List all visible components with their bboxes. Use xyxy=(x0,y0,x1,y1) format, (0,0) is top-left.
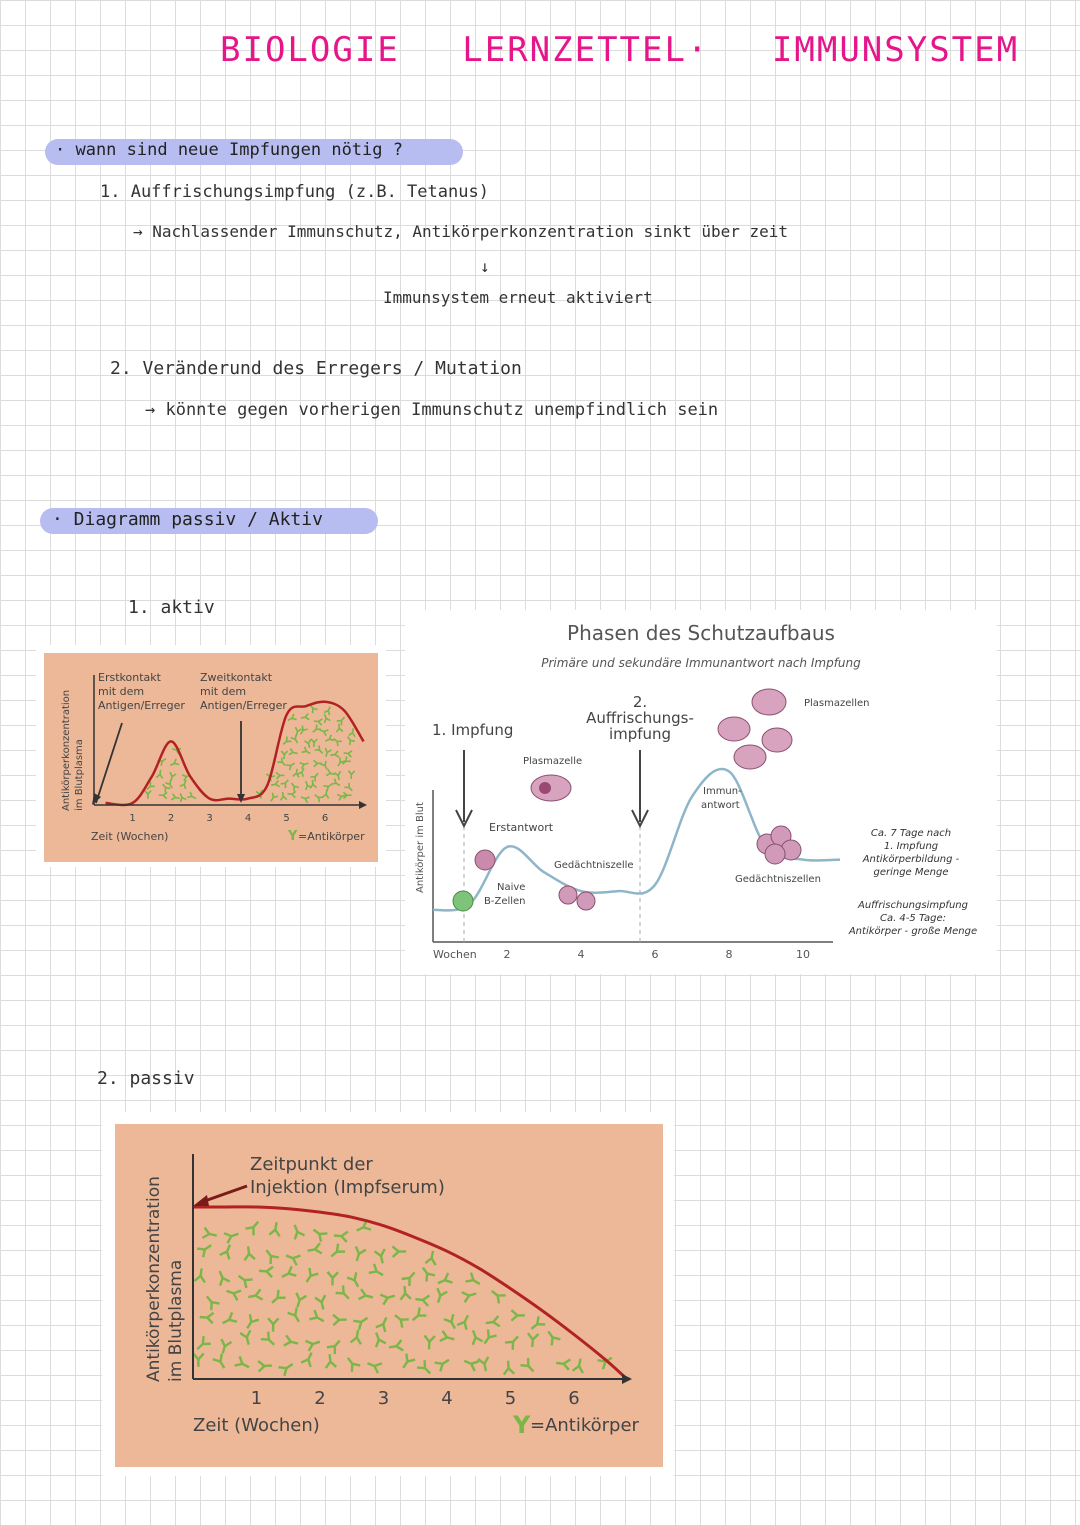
plasma-cell-icon-3 xyxy=(718,717,750,741)
active-antibody-2 xyxy=(159,792,168,799)
ylabel-active-1: Antikörperkonzentration xyxy=(61,689,72,811)
passive-antibody-36 xyxy=(305,1337,321,1351)
item-booster: 1. Auffrischungsimpfung (z.B. Tetanus) xyxy=(100,182,489,202)
active-antibody-9 xyxy=(169,759,179,768)
passive-antibody-58 xyxy=(376,1315,391,1332)
section-heading-vaccinations: · wann sind neue Impfungen nötig ? xyxy=(55,140,403,160)
legend-symbol-passive: Y xyxy=(513,1411,531,1439)
antibody-pattern-passive xyxy=(193,1218,614,1377)
passive-antibody-60 xyxy=(369,1264,386,1280)
title-word-immunsystem: IMMUNSYSTEM xyxy=(771,30,1020,70)
active-antibody-72 xyxy=(345,735,355,745)
active-antibody-26 xyxy=(289,781,299,791)
passive-antibody-67 xyxy=(393,1246,407,1257)
legend-active: =Antikörper xyxy=(298,830,365,843)
active-antibody-22 xyxy=(277,758,287,768)
x-ticks-phases xyxy=(504,948,811,961)
passive-antibody-75 xyxy=(440,1331,456,1345)
active-antibody-20 xyxy=(281,778,291,788)
passive-antibody-2 xyxy=(199,1312,213,1323)
subheading-passive: 2. passiv xyxy=(97,1068,195,1089)
legend-passive: =Antikörper xyxy=(530,1415,639,1436)
memory-cell-icon-6 xyxy=(765,844,785,864)
active-antibody-63 xyxy=(330,751,339,758)
passive-antibody-20 xyxy=(246,1218,263,1235)
active-antibody-30 xyxy=(291,735,301,745)
passive-antibody-17 xyxy=(247,1289,262,1302)
active-antibody-69 xyxy=(348,771,355,779)
passive-antibody-7 xyxy=(213,1354,229,1371)
passive-antibody-18 xyxy=(235,1272,252,1288)
active-antibody-16 xyxy=(268,793,278,803)
item-booster-note: → Nachlassender Immunschutz, Antikörperkonzentration sinkt über zeit xyxy=(133,222,789,241)
passive-antibody-33 xyxy=(284,1251,300,1266)
passive-antibody-11 xyxy=(215,1269,230,1286)
active-antibody-36 xyxy=(300,760,310,768)
active-tick-6: 6 xyxy=(321,813,329,824)
antibody-pattern-active xyxy=(145,703,357,803)
ylabel-passive-2: im Blutplasma xyxy=(166,1259,186,1382)
passive-tick-1: 1 xyxy=(250,1388,263,1409)
active-antibody-60 xyxy=(331,779,341,789)
active-antibody-31 xyxy=(293,727,301,737)
active-antibody-68 xyxy=(344,783,354,793)
passive-antibody-41 xyxy=(310,1225,327,1242)
active-tick-1: 1 xyxy=(129,813,136,824)
passive-antibody-57 xyxy=(371,1331,386,1347)
item-booster-result: Immunsystem erneut aktiviert xyxy=(383,288,653,307)
passive-antibody-39 xyxy=(302,1268,318,1285)
phases-tick-10: 10 xyxy=(796,948,810,961)
passive-antibody-31 xyxy=(292,1293,306,1309)
passive-antibody-32 xyxy=(280,1266,297,1281)
x-ticks-passive xyxy=(251,1388,580,1409)
chart-phases-svg xyxy=(405,610,997,974)
label-impfung2-num: 2. xyxy=(632,693,648,711)
note-second-1: Auffrischungsimpfung xyxy=(858,900,968,911)
phases-tick-6: 6 xyxy=(651,948,659,961)
active-antibody-45 xyxy=(315,745,325,755)
passive-antibody-74 xyxy=(435,1355,452,1371)
title-word-lernzettel: LERNZETTEL· xyxy=(462,30,710,70)
passive-antibody-49 xyxy=(344,1355,361,1372)
plasma-cell-nucleus-icon xyxy=(539,782,551,794)
note-second-2: Ca. 4-5 Tage: xyxy=(879,913,947,924)
xlabel-active: Zeit (Wochen) xyxy=(91,830,169,843)
passive-antibody-10 xyxy=(225,1286,241,1300)
passive-antibody-14 xyxy=(235,1356,252,1372)
passive-antibody-38 xyxy=(315,1295,328,1311)
label-gedaechtniszellen: Gedächtniszellen xyxy=(735,874,821,885)
arrow-injection-head xyxy=(193,1195,209,1206)
label-b-zellen: B-Zellen xyxy=(484,896,526,907)
curve-active xyxy=(106,702,364,805)
passive-antibody-0 xyxy=(193,1353,204,1367)
passive-antibody-70 xyxy=(409,1308,426,1325)
passive-antibody-25 xyxy=(259,1266,273,1278)
passive-antibody-72 xyxy=(419,1264,435,1281)
passive-antibody-64 xyxy=(392,1311,409,1328)
passive-antibody-4 xyxy=(195,1268,207,1283)
passive-antibody-79 xyxy=(462,1356,479,1371)
passive-antibody-47 xyxy=(328,1244,345,1261)
passive-antibody-68 xyxy=(417,1360,434,1377)
x-axis-arrowhead-passive xyxy=(622,1374,632,1384)
passive-antibody-13 xyxy=(224,1229,240,1243)
item-mutation-note: → könnte gegen vorherigen Immunschutz unempfindlich sein xyxy=(145,400,719,420)
passive-tick-6: 6 xyxy=(568,1388,580,1409)
active-antibody-11 xyxy=(177,792,186,802)
label-gedaechtniszelle: Gedächtniszelle xyxy=(554,860,634,871)
passive-antibody-22 xyxy=(261,1332,278,1349)
passive-antibody-12 xyxy=(220,1243,235,1260)
phases-tick-8: 8 xyxy=(725,948,733,961)
label-plasmazelle: Plasmazelle xyxy=(523,756,583,767)
x-axis-arrowhead-active xyxy=(359,801,367,809)
active-tick-2: 2 xyxy=(167,813,175,824)
active-antibody-17 xyxy=(270,781,279,789)
label-plasmazellen: Plasmazellen xyxy=(804,698,870,709)
chart-phases xyxy=(405,610,997,974)
passive-antibody-24 xyxy=(269,1290,286,1307)
active-antibody-28 xyxy=(286,760,296,770)
memory-cell-icon-1 xyxy=(559,886,577,904)
label-first-contact-3: Antigen/Erreger xyxy=(98,699,185,712)
passive-antibody-23 xyxy=(268,1318,279,1332)
active-antibody-48 xyxy=(314,718,323,725)
active-antibody-66 xyxy=(337,715,347,725)
passive-antibody-95 xyxy=(544,1328,560,1345)
passive-antibody-5 xyxy=(197,1241,214,1257)
passive-antibody-21 xyxy=(258,1360,272,1371)
passive-tick-3: 3 xyxy=(377,1388,390,1409)
active-antibody-54 xyxy=(323,748,331,758)
note-first-1: Ca. 7 Tage nach xyxy=(870,828,952,839)
active-antibody-29 xyxy=(289,749,298,757)
active-antibody-44 xyxy=(314,760,322,767)
label-impfung2-1: Auffrischungs- xyxy=(586,709,694,727)
passive-antibody-91 xyxy=(520,1358,537,1375)
active-antibody-50 xyxy=(322,789,330,798)
passive-antibody-26 xyxy=(262,1247,279,1264)
plasma-cell-icon-5 xyxy=(762,728,792,752)
passive-antibody-69 xyxy=(424,1336,435,1350)
chart-passive xyxy=(115,1124,663,1467)
ylabel-phases: Antikörper im Blut xyxy=(415,802,426,893)
passive-antibody-94 xyxy=(555,1358,570,1370)
active-antibody-51 xyxy=(324,781,334,791)
passive-antibody-54 xyxy=(352,1246,366,1262)
passive-antibody-53 xyxy=(347,1272,363,1289)
phases-title: Phasen des Schutzaufbaus xyxy=(567,621,835,645)
passive-tick-4: 4 xyxy=(441,1388,453,1409)
annotation-passive-2: Injektion (Impfserum) xyxy=(250,1177,445,1198)
passive-antibody-66 xyxy=(402,1269,419,1286)
label-erstantwort: Erstantwort xyxy=(489,821,554,834)
passive-antibody-43 xyxy=(327,1337,344,1354)
active-antibody-19 xyxy=(280,792,287,801)
plasma-cell-icon-4 xyxy=(734,745,766,769)
active-antibody-37 xyxy=(302,747,312,756)
subheading-active: 1. aktiv xyxy=(128,597,215,618)
label-impfung2-2: impfung xyxy=(608,725,672,743)
passive-antibody-29 xyxy=(284,1335,300,1348)
active-antibody-8 xyxy=(168,772,176,782)
passive-antibody-45 xyxy=(336,1285,353,1302)
active-antibody-61 xyxy=(334,771,342,780)
label-naive: Naive xyxy=(497,882,526,893)
active-antibody-64 xyxy=(332,736,342,746)
active-antibody-56 xyxy=(319,727,329,736)
active-tick-5: 5 xyxy=(283,813,290,824)
chart-active-svg xyxy=(44,653,378,862)
passive-antibody-27 xyxy=(269,1221,281,1236)
active-antibody-55 xyxy=(324,735,334,744)
passive-antibody-77 xyxy=(433,1288,447,1304)
passive-antibody-92 xyxy=(527,1333,538,1347)
passive-antibody-15 xyxy=(240,1330,254,1346)
passive-antibody-88 xyxy=(503,1360,514,1374)
passive-antibody-34 xyxy=(290,1223,305,1239)
passive-antibody-52 xyxy=(359,1289,375,1302)
passive-antibody-1 xyxy=(194,1336,211,1353)
passive-antibody-87 xyxy=(488,1287,505,1304)
passive-antibody-28 xyxy=(278,1360,295,1376)
passive-antibody-59 xyxy=(380,1291,396,1305)
active-antibody-40 xyxy=(300,713,309,721)
passive-antibody-78 xyxy=(436,1273,453,1288)
passive-antibody-82 xyxy=(462,1288,478,1302)
b-cell-icon xyxy=(475,850,495,870)
x-ticks-active xyxy=(129,813,328,824)
label-first-contact-2: mit dem xyxy=(98,685,145,698)
item-mutation: 2. Veränderund des Erregers / Mutation xyxy=(110,358,522,379)
active-antibody-46 xyxy=(311,739,318,747)
active-antibody-32 xyxy=(287,714,297,723)
section-heading-diagram: · Diagramm passiv / Aktiv xyxy=(52,509,323,530)
passive-antibody-63 xyxy=(388,1340,403,1352)
annotation-passive-1: Zeitpunkt der xyxy=(250,1154,373,1175)
passive-antibody-81 xyxy=(457,1313,472,1330)
active-antibody-41 xyxy=(313,792,323,802)
active-antibody-71 xyxy=(343,750,352,757)
passive-antibody-50 xyxy=(351,1329,364,1344)
chart-passive-svg xyxy=(115,1124,663,1467)
passive-antibody-40 xyxy=(307,1243,322,1256)
active-tick-3: 3 xyxy=(206,813,213,824)
memory-cell-icon-2 xyxy=(577,892,595,910)
ylabel-active-2: im Blutplasma xyxy=(74,739,85,811)
active-antibody-33 xyxy=(300,794,310,803)
passive-antibody-83 xyxy=(466,1273,483,1289)
naive-b-cell-icon xyxy=(453,891,473,911)
label-first-contact-1: Erstkontakt xyxy=(98,671,161,684)
active-antibody-34 xyxy=(303,780,312,790)
passive-antibody-90 xyxy=(511,1310,525,1321)
passive-antibody-85 xyxy=(480,1329,496,1346)
legend-symbol-active: Y xyxy=(288,829,298,844)
passive-antibody-37 xyxy=(309,1310,326,1326)
arrow-first-contact xyxy=(96,723,122,803)
active-tick-4: 4 xyxy=(244,813,252,824)
passive-antibody-84 xyxy=(478,1357,491,1372)
xlabel-passive: Zeit (Wochen) xyxy=(193,1415,320,1436)
active-antibody-14 xyxy=(187,792,197,801)
active-antibody-47 xyxy=(311,725,321,735)
active-antibody-21 xyxy=(276,772,284,779)
passive-antibody-42 xyxy=(324,1354,336,1369)
ylabel-passive-1: Antikörperkonzentration xyxy=(144,1176,164,1382)
note-second-3: Antikörper - große Menge xyxy=(848,926,978,937)
note-first-2: 1. Impfung xyxy=(883,841,939,852)
plasma-cell-icon-2 xyxy=(752,689,786,715)
title-word-biologie: BIOLOGIE xyxy=(220,30,400,70)
passive-antibody-35 xyxy=(301,1350,316,1367)
passive-antibody-93 xyxy=(528,1316,545,1333)
passive-antibody-30 xyxy=(288,1308,304,1325)
passive-antibody-96 xyxy=(573,1358,586,1373)
passive-antibody-51 xyxy=(353,1314,370,1330)
passive-antibody-76 xyxy=(444,1314,460,1331)
passive-antibody-89 xyxy=(505,1333,522,1350)
active-antibody-43 xyxy=(310,771,320,781)
active-antibody-38 xyxy=(305,739,313,748)
passive-antibody-6 xyxy=(202,1228,217,1241)
label-immunantwort-1: Immun- xyxy=(703,786,742,797)
passive-antibody-80 xyxy=(468,1329,482,1345)
active-antibody-0 xyxy=(145,791,151,799)
passive-antibody-61 xyxy=(375,1249,388,1265)
passive-antibody-48 xyxy=(333,1230,348,1242)
phases-tick-4: 4 xyxy=(577,948,585,961)
label-immunantwort-2: antwort xyxy=(701,800,740,811)
passive-antibody-44 xyxy=(333,1314,347,1325)
passive-tick-2: 2 xyxy=(314,1388,326,1409)
active-antibody-58 xyxy=(324,705,333,715)
label-impfung1: 1. Impfung xyxy=(432,721,514,739)
phases-subtitle: Primäre und sekundäre Immunantwort nach Impfung xyxy=(541,656,861,670)
active-antibody-25 xyxy=(287,791,296,798)
passive-antibody-3 xyxy=(203,1293,220,1310)
page-title xyxy=(220,30,1059,70)
passive-antibody-71 xyxy=(415,1294,430,1306)
active-antibody-4 xyxy=(156,770,163,779)
passive-antibody-9 xyxy=(220,1312,237,1327)
note-first-3: Antikörperbildung - xyxy=(862,854,960,865)
down-arrow: ↓ xyxy=(480,257,490,276)
passive-tick-5: 5 xyxy=(504,1388,517,1409)
passive-antibody-86 xyxy=(485,1316,500,1328)
passive-antibody-56 xyxy=(365,1358,381,1373)
active-antibody-6 xyxy=(171,794,180,802)
passive-antibody-65 xyxy=(399,1285,411,1299)
label-second-contact-3: Antigen/Erreger xyxy=(200,699,287,712)
active-antibody-24 xyxy=(281,737,291,747)
phases-tick-2: 2 xyxy=(503,948,511,961)
passive-antibody-62 xyxy=(399,1354,415,1371)
label-second-contact-2: mit dem xyxy=(200,685,247,698)
note-first-4: geringe Menge xyxy=(873,867,949,878)
passive-antibody-73 xyxy=(425,1250,438,1265)
passive-antibody-16 xyxy=(243,1314,259,1331)
xlabel-phases: Wochen xyxy=(433,948,477,961)
passive-antibody-19 xyxy=(243,1246,255,1261)
passive-antibody-8 xyxy=(218,1339,232,1355)
chart-active xyxy=(44,653,378,862)
passive-antibody-46 xyxy=(327,1272,338,1286)
label-second-contact-1: Zweitkontakt xyxy=(200,671,273,684)
